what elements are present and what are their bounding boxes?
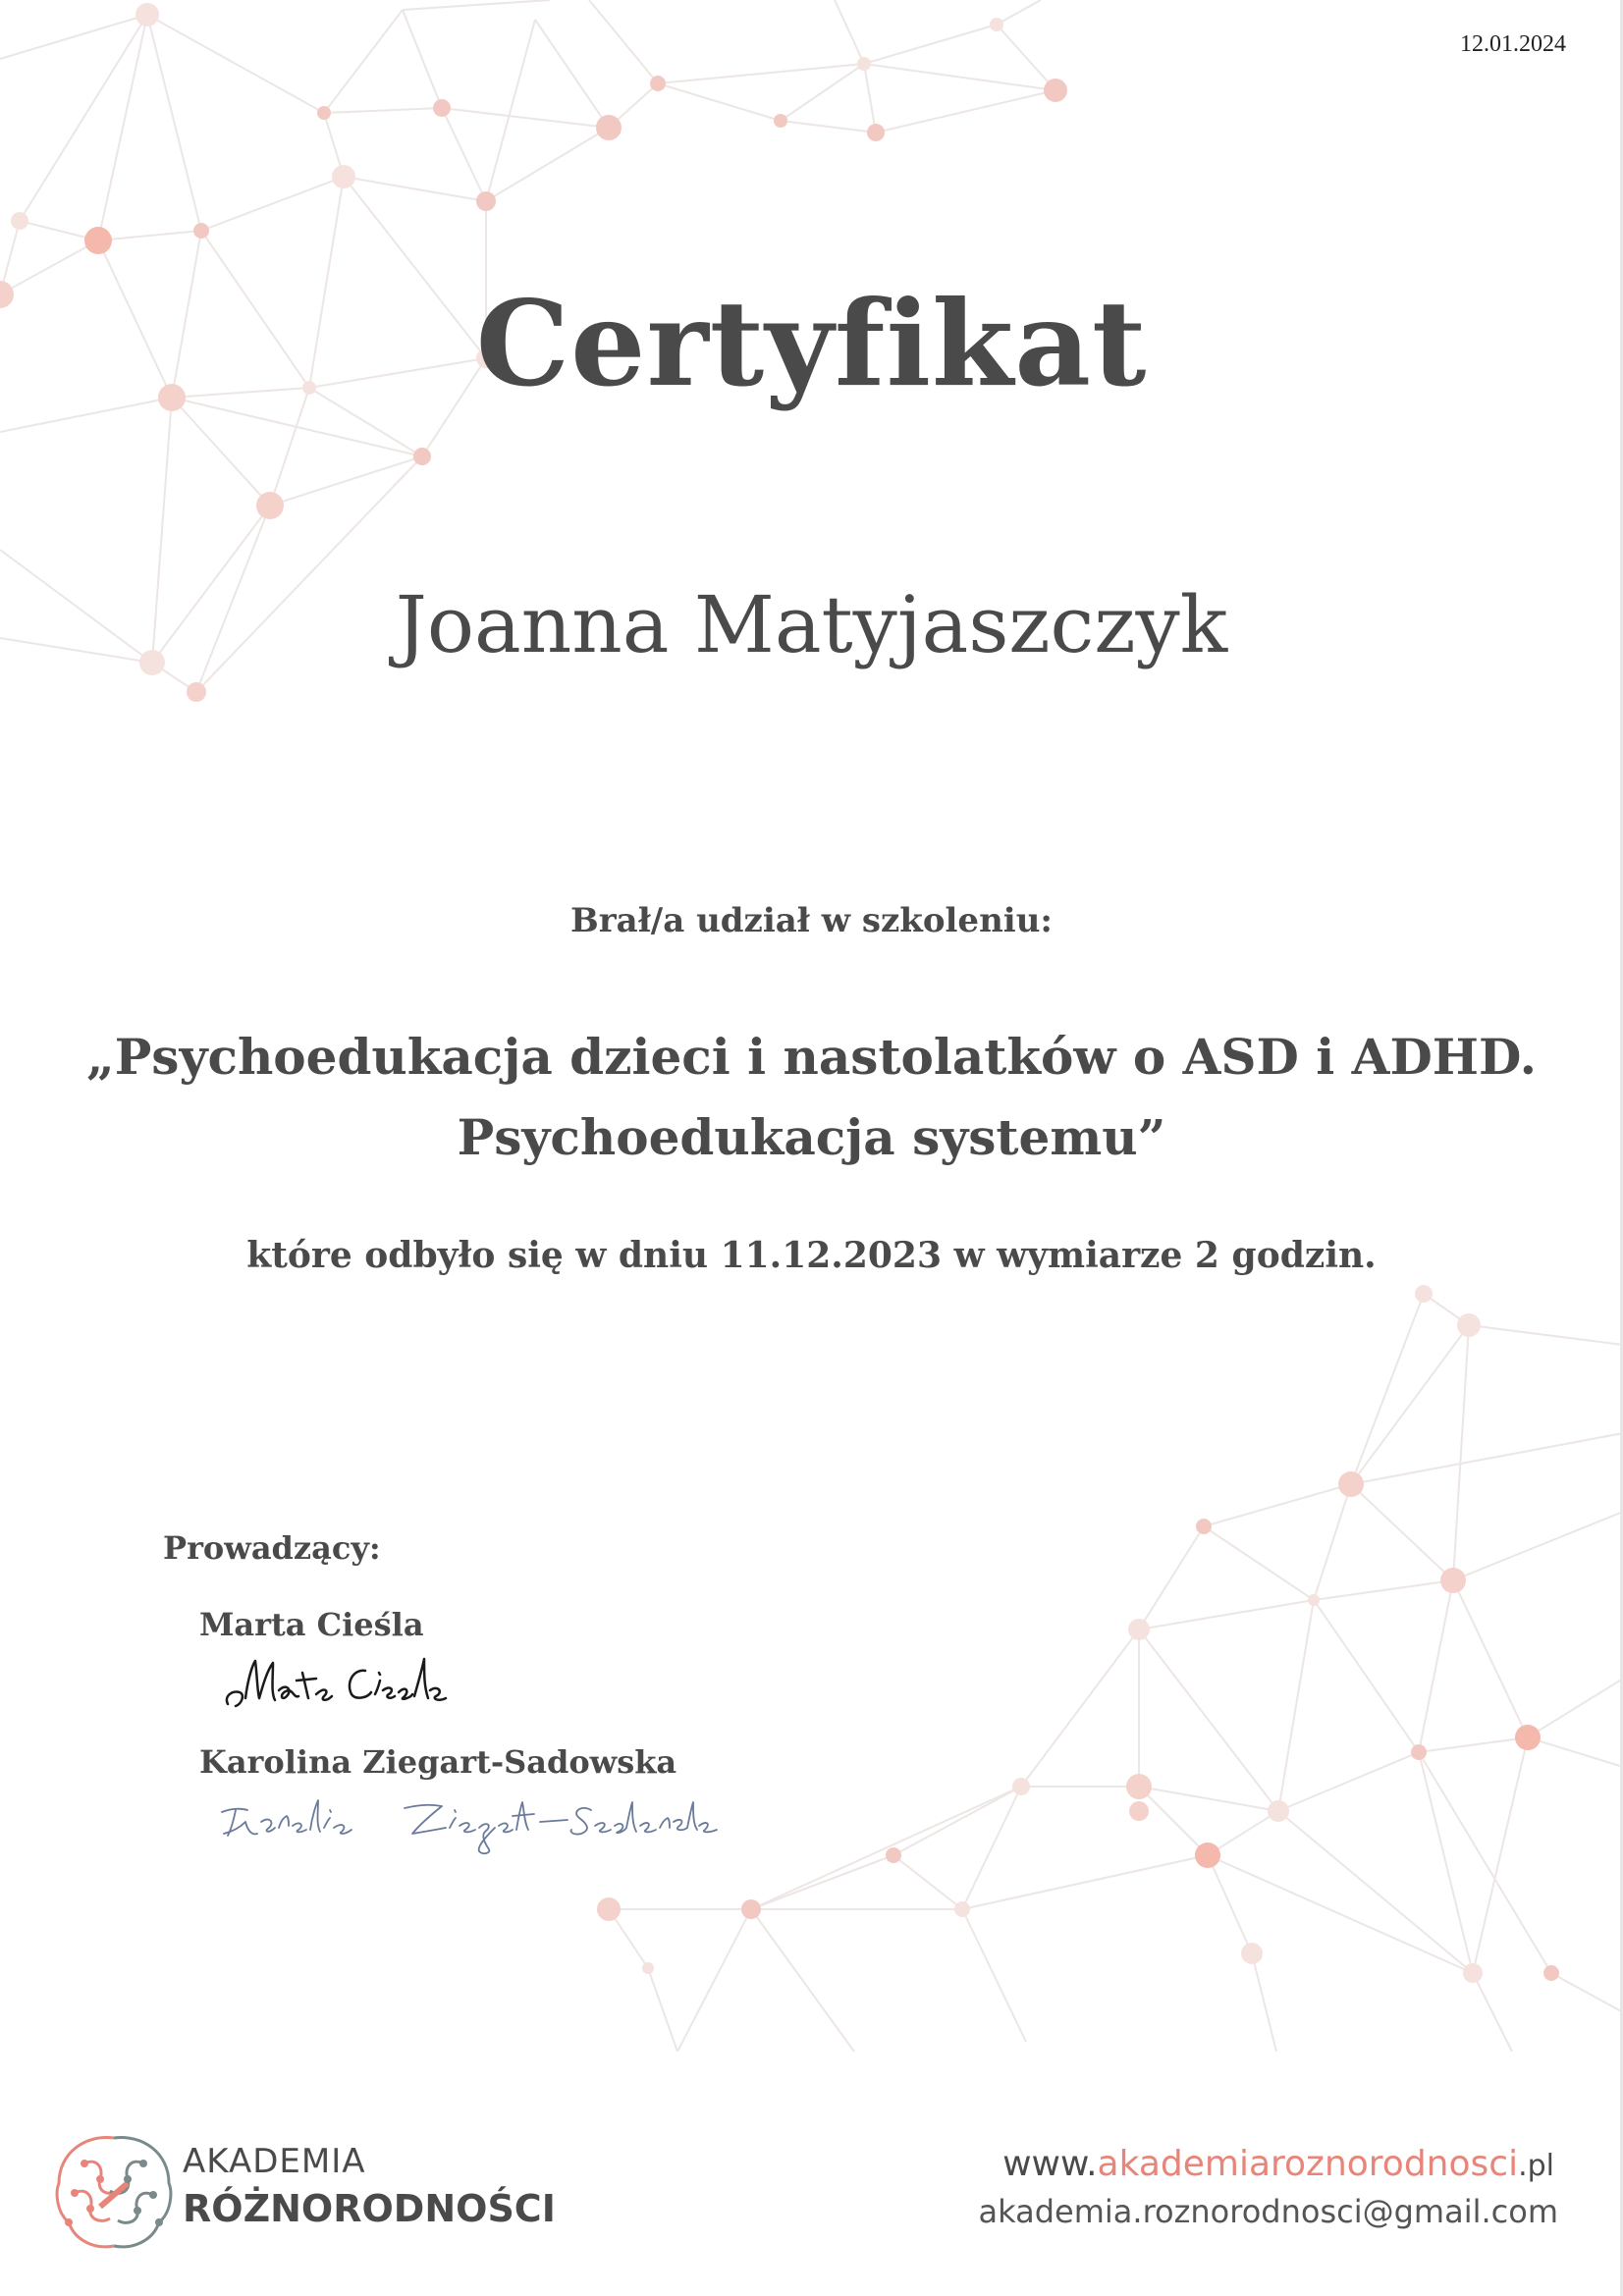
leader-signature-2 bbox=[218, 1783, 729, 1861]
certificate-title: Certyfikat bbox=[475, 275, 1148, 413]
course-title-line1: „Psychoedukacja dzieci i nastolatków o ASD i ADHD. bbox=[85, 1028, 1538, 1086]
recipient-name: Joanna Matyjaszczyk bbox=[395, 579, 1228, 670]
logo-text-line1: AKADEMIA bbox=[183, 2142, 366, 2181]
participation-text: Brał/a udział w szkoleniu: bbox=[570, 901, 1053, 940]
course-title bbox=[0, 1017, 1623, 1178]
course-title-line2: Psychoedukacja systemu” bbox=[457, 1108, 1166, 1166]
leader-signature-1 bbox=[218, 1647, 454, 1726]
website-prefix: www. bbox=[1002, 2144, 1098, 2184]
website-link[interactable] bbox=[1002, 2144, 1554, 2184]
website-main: roznorodnosci bbox=[1271, 2144, 1519, 2184]
course-details: które odbyło się w dniu 11.12.2023 w wymiarze 2 godzin. bbox=[246, 1235, 1377, 1276]
email-link[interactable]: akademia.roznorodnosci@gmail.com bbox=[978, 2193, 1558, 2230]
logo-text-line2: RÓŻNORODNOŚCI bbox=[183, 2187, 556, 2230]
leaders-label: Prowadzący: bbox=[163, 1529, 381, 1567]
leader-name-2: Karolina Ziegart-Sadowska bbox=[199, 1743, 677, 1781]
website-highlight: akademia bbox=[1097, 2144, 1271, 2184]
network-pattern-bottom-right-icon bbox=[530, 1266, 1623, 2052]
leader-name-1: Marta Cieśla bbox=[199, 1606, 424, 1643]
website-suffix: .pl bbox=[1518, 2149, 1554, 2183]
issue-date: 12.01.2024 bbox=[1460, 31, 1566, 57]
brain-network-icon bbox=[45, 2124, 183, 2262]
